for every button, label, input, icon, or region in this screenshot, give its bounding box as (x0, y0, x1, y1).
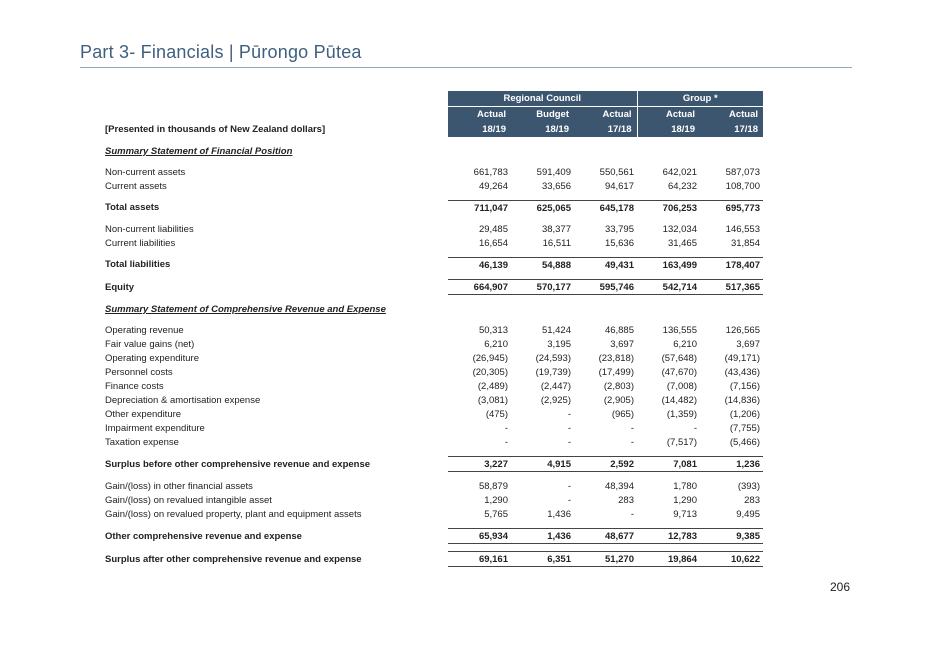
row-value: 1,290 (673, 494, 697, 506)
row-value: 1,780 (673, 480, 697, 492)
row-value: 136,555 (662, 324, 697, 336)
spacer-cell (105, 193, 763, 201)
row-value: 46,139 (448, 258, 511, 273)
row-value: 661,783 (473, 166, 508, 178)
column-header-period: 18/19 (448, 122, 511, 137)
row-value: 550,561 (599, 166, 634, 178)
row-value: 146,553 (725, 223, 760, 235)
row-value: 695,773 (700, 201, 763, 216)
row-value: (1,359) (666, 408, 697, 420)
row-value: 31,854 (730, 237, 760, 249)
row-value: (14,836) (724, 394, 760, 406)
row-value: - (504, 436, 508, 448)
row-value: 163,499 (637, 258, 700, 273)
spacer-row (105, 193, 763, 201)
row-label: Total assets (105, 202, 160, 214)
spacer-cell (105, 137, 763, 144)
row-value: 58,879 (478, 480, 508, 492)
row-value: 3,697 (610, 338, 634, 350)
spacer-row (105, 158, 763, 165)
row-value: (20,305) (472, 366, 508, 378)
spacer-row (105, 544, 763, 552)
row-value: 48,394 (604, 480, 634, 492)
financial-summary-table (105, 91, 763, 567)
spacer-cell (105, 215, 763, 222)
header-period-row (105, 122, 763, 137)
row-value: (57,648) (661, 352, 697, 364)
column-header-top: Actual (700, 107, 763, 123)
row-value: (17,499) (598, 366, 634, 378)
spacer-cell (105, 295, 763, 303)
row-label: Operating revenue (105, 324, 184, 336)
spacer-row (105, 472, 763, 480)
table-row (105, 479, 763, 493)
row-value: (23,818) (598, 352, 634, 364)
row-value: 46,885 (604, 324, 634, 336)
row-value: 283 (744, 494, 760, 506)
row-label: Equity (105, 281, 135, 293)
row-value: 7,081 (637, 457, 700, 472)
row-value: 9,495 (736, 508, 760, 520)
column-header-period: 17/18 (574, 122, 637, 137)
row-value: 31,465 (667, 237, 697, 249)
row-value: 15,636 (604, 237, 634, 249)
row-value: 9,713 (673, 508, 697, 520)
spacer-row (105, 250, 763, 258)
group-header-group: Group * (637, 91, 763, 107)
header-column-row (105, 107, 763, 123)
row-value: (7,008) (666, 380, 697, 392)
row-value: (47,670) (661, 366, 697, 378)
table-row (105, 529, 763, 544)
row-label: Gain/(loss) on revalued intangible asset (105, 494, 272, 506)
table-row (105, 493, 763, 507)
row-value: (2,489) (477, 380, 508, 392)
row-value: 3,697 (736, 338, 760, 350)
row-value: (24,593) (535, 352, 571, 364)
row-value: 132,034 (662, 223, 697, 235)
row-value: 664,907 (448, 280, 511, 295)
row-label: Impairment expenditure (105, 422, 205, 434)
row-value: 706,253 (637, 201, 700, 216)
row-value: 48,677 (574, 529, 637, 544)
row-value: (2,803) (603, 380, 634, 392)
row-value: (2,905) (603, 394, 634, 406)
row-value: (49,171) (724, 352, 760, 364)
spacer-row (105, 272, 763, 280)
row-value: - (567, 494, 571, 506)
row-value: 9,385 (700, 529, 763, 544)
row-value: 94,617 (604, 180, 634, 192)
row-value: 591,409 (536, 166, 571, 178)
table-row (105, 280, 763, 295)
row-value: 1,436 (511, 529, 574, 544)
table-row (105, 165, 763, 179)
page-title: Part 3- Financials | Pūrongo Pūtea (80, 42, 362, 62)
spacer-row (105, 316, 763, 323)
row-value: (7,517) (666, 436, 697, 448)
row-value: 33,656 (541, 180, 571, 192)
row-value: (965) (611, 408, 634, 420)
row-value: (43,436) (724, 366, 760, 378)
column-header-period: 18/19 (637, 122, 700, 137)
row-value: (393) (737, 480, 760, 492)
row-value: 33,795 (604, 223, 634, 235)
row-value: 542,714 (637, 280, 700, 295)
row-value: - (630, 508, 634, 520)
table-row (105, 179, 763, 193)
table-row (105, 507, 763, 521)
section-heading: Summary Statement of Financial Position (105, 145, 293, 157)
row-label: Non-current assets (105, 166, 186, 178)
row-value: 38,377 (541, 223, 571, 235)
row-label: Gain/(loss) in other financial assets (105, 480, 253, 492)
row-value: 6,210 (673, 338, 697, 350)
spacer-cell (105, 449, 763, 457)
row-value: 1,436 (547, 508, 571, 520)
row-value: 29,485 (478, 223, 508, 235)
table-row (105, 258, 763, 273)
row-label: Surplus after other comprehensive revenue and expense (105, 553, 362, 565)
spacer-row (105, 137, 763, 144)
row-value: 570,177 (511, 280, 574, 295)
row-value: 3,227 (448, 457, 511, 472)
spacer-cell (105, 316, 763, 323)
presentation-note: [Presented in thousands of New Zealand dollars] (105, 124, 326, 135)
table-row (105, 552, 763, 567)
column-header-top: Actual (637, 107, 700, 123)
row-value: 126,565 (725, 324, 760, 336)
row-value: 1,290 (484, 494, 508, 506)
spacer-row (105, 449, 763, 457)
table-row (105, 421, 763, 435)
row-value: (14,482) (661, 394, 697, 406)
row-value: 3,195 (547, 338, 571, 350)
row-value: (2,925) (540, 394, 571, 406)
row-label: Other comprehensive revenue and expense (105, 530, 302, 542)
row-value: (5,466) (729, 436, 760, 448)
table-row (105, 351, 763, 365)
spacer-row (105, 215, 763, 222)
row-value: 642,021 (662, 166, 697, 178)
row-value: 10,622 (700, 552, 763, 567)
row-value: 50,313 (478, 324, 508, 336)
row-value: 16,654 (478, 237, 508, 249)
row-value: - (567, 436, 571, 448)
header-group-row (105, 91, 763, 107)
section-heading-row (105, 302, 763, 316)
row-label: Finance costs (105, 380, 164, 392)
row-value: - (693, 422, 697, 434)
table-row (105, 201, 763, 216)
row-label: Current liabilities (105, 237, 176, 249)
spacer-cell (105, 472, 763, 480)
column-header-top: Actual (448, 107, 511, 123)
spacer-row (105, 521, 763, 529)
row-value: 6,351 (511, 552, 574, 567)
table-row (105, 236, 763, 250)
table-row (105, 337, 763, 351)
row-value: 1,236 (700, 457, 763, 472)
spacer-cell (105, 521, 763, 529)
table-row (105, 379, 763, 393)
row-label: Current assets (105, 180, 167, 192)
row-value: - (630, 436, 634, 448)
table-row (105, 222, 763, 236)
row-value: 5,765 (484, 508, 508, 520)
table-row (105, 457, 763, 472)
row-value: (475) (485, 408, 508, 420)
title-divider (80, 67, 852, 68)
spacer-cell (105, 250, 763, 258)
row-label: Total liabilities (105, 259, 171, 271)
spacer-cell (105, 158, 763, 165)
row-value: 2,592 (574, 457, 637, 472)
row-value: (7,755) (729, 422, 760, 434)
table-row (105, 435, 763, 449)
column-header-period: 18/19 (511, 122, 574, 137)
table-row (105, 323, 763, 337)
row-value: 645,178 (574, 201, 637, 216)
row-value: - (567, 422, 571, 434)
row-value: 517,365 (700, 280, 763, 295)
row-value: - (630, 422, 634, 434)
column-header-period: 17/18 (700, 122, 763, 137)
spacer-cell (105, 272, 763, 280)
row-value: - (504, 422, 508, 434)
row-value: (26,945) (472, 352, 508, 364)
row-value: 69,161 (448, 552, 511, 567)
row-value: 64,232 (667, 180, 697, 192)
row-value: (1,206) (729, 408, 760, 420)
table-row (105, 365, 763, 379)
row-value: 54,888 (511, 258, 574, 273)
row-label: Depreciation & amortisation expense (105, 394, 261, 406)
row-label: Fair value gains (net) (105, 338, 195, 350)
table-row (105, 393, 763, 407)
row-label: Gain/(loss) on revalued property, plant and equipment assets (105, 508, 362, 520)
section-heading: Summary Statement of Comprehensive Revenue and Expense (105, 303, 386, 315)
row-value: (2,447) (540, 380, 571, 392)
row-label: Personnel costs (105, 366, 173, 378)
row-value: 283 (618, 494, 634, 506)
row-label: Operating expenditure (105, 352, 200, 364)
table-row (105, 407, 763, 421)
row-value: 108,700 (725, 180, 760, 192)
row-value: 4,915 (511, 457, 574, 472)
row-value: 19,864 (637, 552, 700, 567)
row-value: 51,270 (574, 552, 637, 567)
row-label: Surplus before other comprehensive revenue and expense (105, 458, 371, 470)
row-value: 65,934 (448, 529, 511, 544)
row-label: Non-current liabilities (105, 223, 194, 235)
row-value: 6,210 (484, 338, 508, 350)
spacer-row (105, 295, 763, 303)
row-value: 49,264 (478, 180, 508, 192)
row-label: Other expenditure (105, 408, 182, 420)
section-heading-row (105, 144, 763, 158)
page-number: 206 (830, 580, 851, 594)
row-value: (3,081) (477, 394, 508, 406)
row-value: 178,407 (700, 258, 763, 273)
row-value: (7,156) (729, 380, 760, 392)
row-value: 595,746 (574, 280, 637, 295)
row-value: 12,783 (637, 529, 700, 544)
column-header-top: Actual (574, 107, 637, 123)
row-value: 16,511 (542, 237, 571, 249)
row-value: - (567, 408, 571, 420)
group-header-regional-council: Regional Council (448, 91, 637, 107)
row-label: Taxation expense (105, 436, 179, 448)
spacer-cell (105, 544, 763, 552)
row-value: - (567, 480, 571, 492)
row-value: 587,073 (725, 166, 760, 178)
row-value: (19,739) (535, 366, 571, 378)
row-value: 51,424 (541, 324, 571, 336)
row-value: 49,431 (574, 258, 637, 273)
row-value: 711,047 (448, 201, 511, 216)
column-header-top: Budget (511, 107, 574, 123)
row-value: 625,065 (511, 201, 574, 216)
